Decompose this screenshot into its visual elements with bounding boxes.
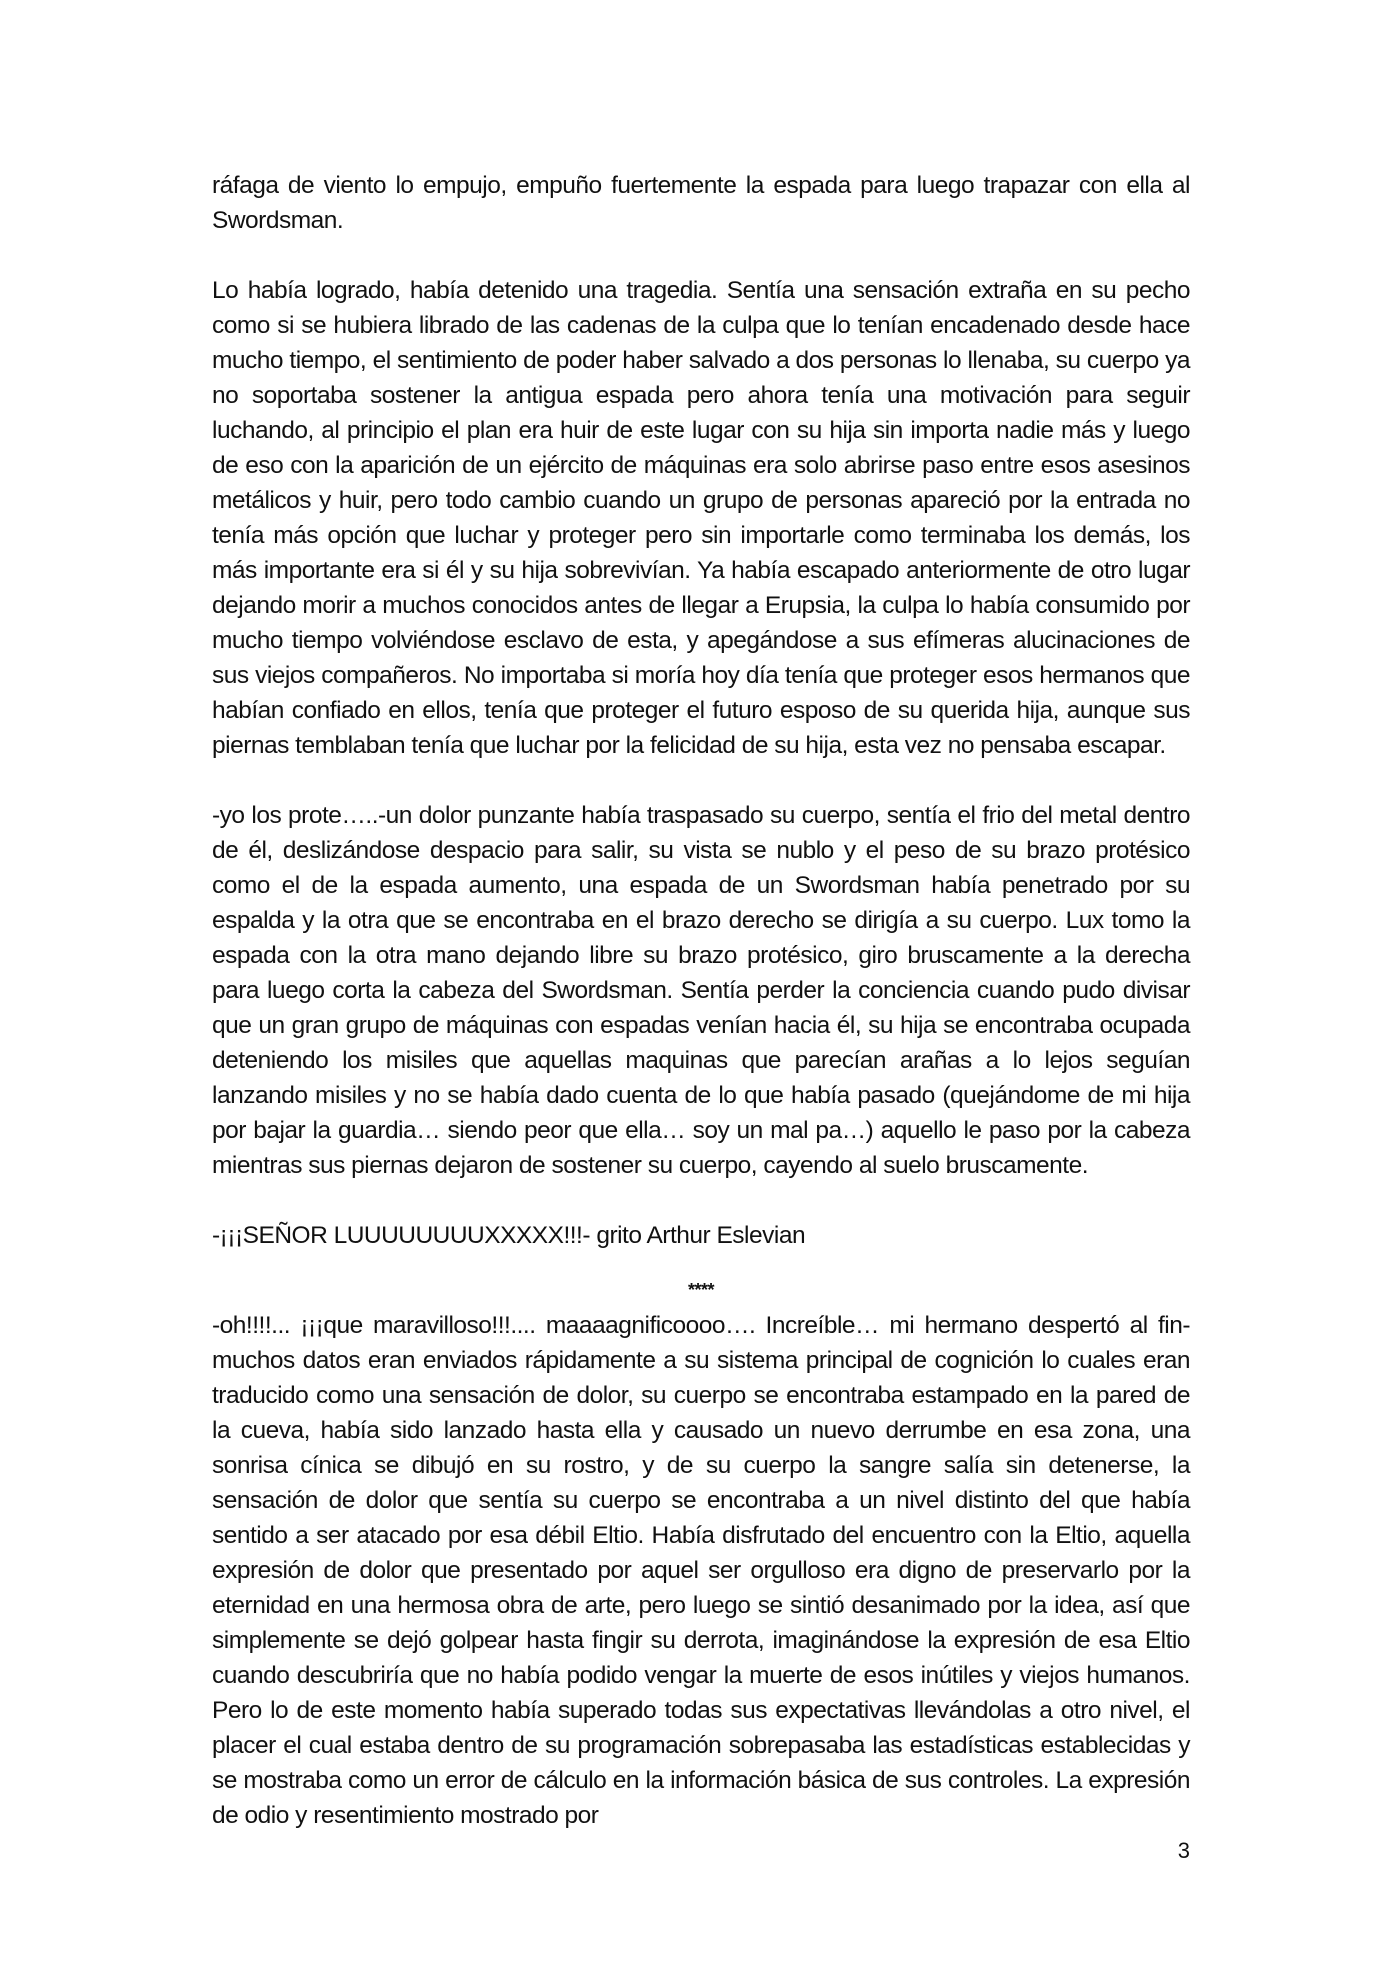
- paragraph-3: -yo los prote…..-un dolor punzante había traspasado su cuerpo, sentía el frio del metal dentro de él, deslizándose despacio para salir, su vista se nublo y el peso de su brazo protésico como el de la espada aumento, una espada de un Swordsman había penetrado por su espalda y la otra que se encontraba en el brazo derecho se dirigía a su cuerpo. Lux tomo la espada con la otra mano dejando libre su brazo protésico, giro bruscamente a la derecha para luego corta la cabeza del Swordsman. Sentía perder la conciencia cuando pudo divisar que un gran grupo de máquinas con espadas venían hacia él, su hija se encontraba ocupada deteniendo los misiles que aquellas maquinas que parecían arañas a lo lejos seguían lanzando misiles y no se había dado cuenta de lo que había pasado (quejándome de mi hija por bajar la guardia… siendo peor que ella… soy un mal pa…) aquello le paso por la cabeza mientras sus piernas dejaron de sostener su cuerpo, cayendo al suelo bruscamente.: [212, 802, 1190, 1179]
- section-separator: ****: [687, 1280, 715, 1300]
- paragraph-final: -oh!!!!... ¡¡¡que maravilloso!!!.... maaaagnificoooo…. Increíble… mi hermano despertó al fin- muchos datos eran enviados rápidamente a su sistema principal de cognición lo cuales eran traducido como una sensación de dolor, su cuerpo se encontraba estampado en la pared de la cueva, había sido lanzado hasta ella y causado un nuevo derrumbe en esa zona, una sonrisa cínica se dibujó en su rostro, y de su cuerpo la sangre salía sin detenerse, la sensación de dolor que sentía su cuerpo se encontraba a un nivel distinto del que había sentido a ser atacado por esa débil Eltio. Había disfrutado del encuentro con la Eltio, aquella expresión de dolor que presentado por aquel ser orgulloso era digno de preservarlo por la eternidad en una hermosa obra de arte, pero luego se sintió desanimado por la idea, así que simplemente se dejó golpear hasta fingir su derrota, imaginándose la expresión de esa Eltio cuando descubriría que no había podido vengar la muerte de esos inútiles y viejos humanos. Pero lo de este momento había superado todas sus expectativas llevándolas a otro nivel, el placer el cual estaba dentro de su programación sobrepasaba las estadísticas establecidas y se mostraba como un error de cálculo en la información básica de sus controles. La expresión de odio y resentimiento mostrado por: [212, 1312, 1190, 1829]
- page-number: 3: [1177, 1838, 1190, 1863]
- page-body: [212, 168, 1190, 1868]
- paragraph-2: Lo había logrado, había detenido una tragedia. Sentía una sensación extraña en su pecho como si se hubiera librado de las cadenas de la culpa que lo tenían encadenado desde hace mucho tiempo, el sentimiento de poder haber salvado a dos personas lo llenaba, su cuerpo ya no soportaba sostener la antigua espada pero ahora tenía una motivación para seguir luchando, al principio el plan era huir de este lugar con su hija sin importa nadie más y luego de eso con la aparición de un ejército de máquinas era solo abrirse paso entre esos asesinos metálicos y huir, pero todo cambio cuando un grupo de personas apareció por la entrada no tenía más opción que luchar y proteger pero sin importarle como terminaba los demás, los más importante era si él y su hija sobrevivían. Ya había escapado anteriormente de otro lugar dejando morir a muchos conocidos antes de llegar a Erupsia, la culpa lo había consumido por mucho tiempo volviéndose esclavo de esta, y apegándose a sus efímeras alucinaciones de sus viejos compañeros. No importaba si moría hoy día tenía que proteger esos hermanos que habían confiado en ellos, tenía que proteger el futuro esposo de su querida hija, aunque sus piernas temblaban tenía que luchar por la felicidad de su hija, esta vez no pensaba escapar.: [212, 277, 1190, 759]
- paragraph-1: ráfaga de viento lo empujo, empuño fuertemente la espada para luego trapazar con ella al Swordsman.: [212, 172, 1190, 234]
- dialogue-line: -¡¡¡SEÑOR LUUUUUUUUXXXXX!!!- grito Arthur Eslevian: [212, 1222, 806, 1249]
